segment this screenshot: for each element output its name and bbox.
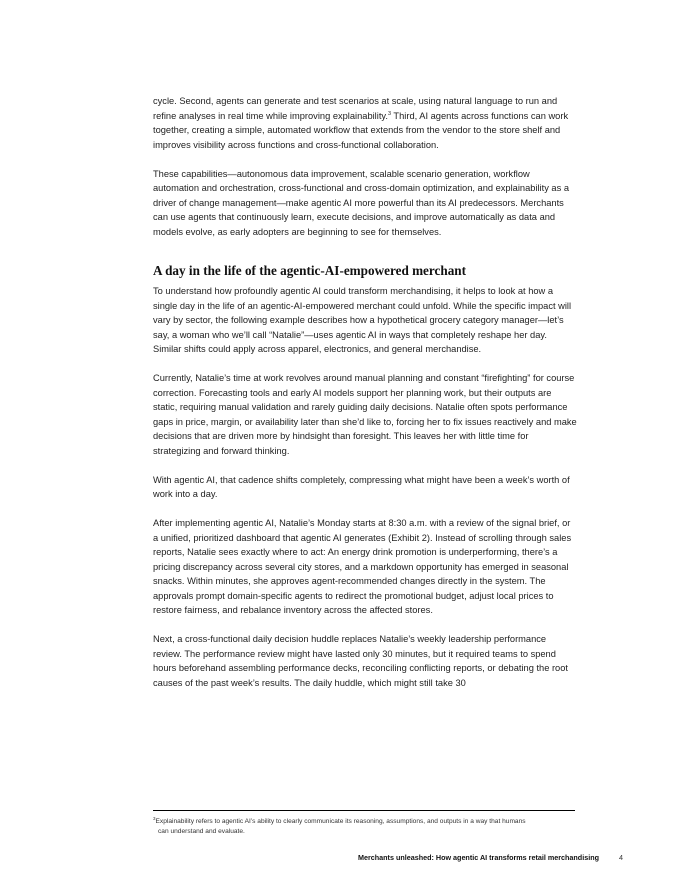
paragraph: With agentic AI, that cadence shifts completely, compressing what might have been a week’s worth of work into a day. xyxy=(153,474,570,499)
paragraph: To understand how profoundly agentic AI could transform merchandising, it helps to look at how a single day in the life of an agentic-AI-empowered merchant could unfold. While the specific impact will vary by sector, the following example describes how a hypothetical grocery category manager—let’s say, a woman who we’ll call “Natalie”—uses agentic AI in ways that completely reshape her day. Similar shifts could apply across apparel, electronics, and general merchandise. xyxy=(153,286,572,354)
paragraph: These capabilities—autonomous data improvement, scalable scenario generation, workflow automation and orchestration, cross-functional and cross-domain optimization, and explainability as a driver of change management—make agentic AI more powerful than its AI predecessors. Merchants can use agents that continuously learn, execute decisions, and improve automatically as data and models evolve, as early adopters are beginning to see for themselves. xyxy=(153,168,570,237)
footnote-reference[interactable]: 3 xyxy=(387,110,392,117)
paragraph-text: Third, AI agents across functions can work together, creating a simple, automated workflow that extends from the vendor to the store shelf and improves visibility across functions and cross-functional collaboration. xyxy=(153,110,569,150)
paragraph-text: cycle. Second, agents can generate and test scenarios at scale, using natural language to run and refine analyses in real time while improving explainability. xyxy=(153,96,558,121)
footnote-text: Explainability refers to agentic AI’s ability to clearly communicate its reasoning, assumptions, and outputs in a way that humans xyxy=(155,818,526,825)
running-footer-title: Merchants unleashed: How agentic AI transforms retail merchandising xyxy=(358,853,599,862)
paragraph: Currently, Natalie’s time at work revolves around manual planning and constant “firefighting” for course correction. Forecasting tools and early AI models support her planning work, but their outputs are static, requiring manual validation and rarely guiding daily decisions. Natalie often spots performance gaps in price, margin, or availability later than she’d like to, forcing her to fix issues reactively and make decisions that are driven more by hindsight than foresight. This leaves her with little time for strategizing and forward thinking. xyxy=(153,373,577,456)
paragraph: Next, a cross-functional daily decision huddle replaces Natalie’s weekly leadership performance review. The performance review might have lasted only 30 minutes, but it required teams to spend hours beforehand assembling performance decks, reconciling conflicting reports, or debating the root causes of the past week’s results. The daily huddle, which might still take 30 xyxy=(153,634,568,688)
section-heading: A day in the life of the agentic-AI-empowered merchant xyxy=(153,263,467,278)
footnote xyxy=(153,817,573,837)
footnote-text-continued: can understand and evaluate. xyxy=(158,828,245,835)
footnote-number: 3 xyxy=(153,815,156,821)
footnote-divider xyxy=(153,810,575,811)
page-number: 4 xyxy=(619,853,623,862)
article-body xyxy=(153,94,577,690)
paragraph: After implementing agentic AI, Natalie’s Monday starts at 8:30 a.m. with a review of the signal brief, or a unified, prioritized dashboard that agentic AI generates (Exhibit 2). Instead of scrolling through sales reports, Natalie sees exactly where to act: An energy drink promotion is underperforming, there’s a pricing discrepancy across several city stores, and a markdown opportunity has emerged in seasonal snacks. Within minutes, she approves agent-recommended changes directly in the system. The approvals prompt domain-specific agents to redirect the promotional budget, adjust local prices to restore fairness, and rebalance inventory across the affected stores. xyxy=(153,518,572,615)
paragraph xyxy=(153,94,577,152)
